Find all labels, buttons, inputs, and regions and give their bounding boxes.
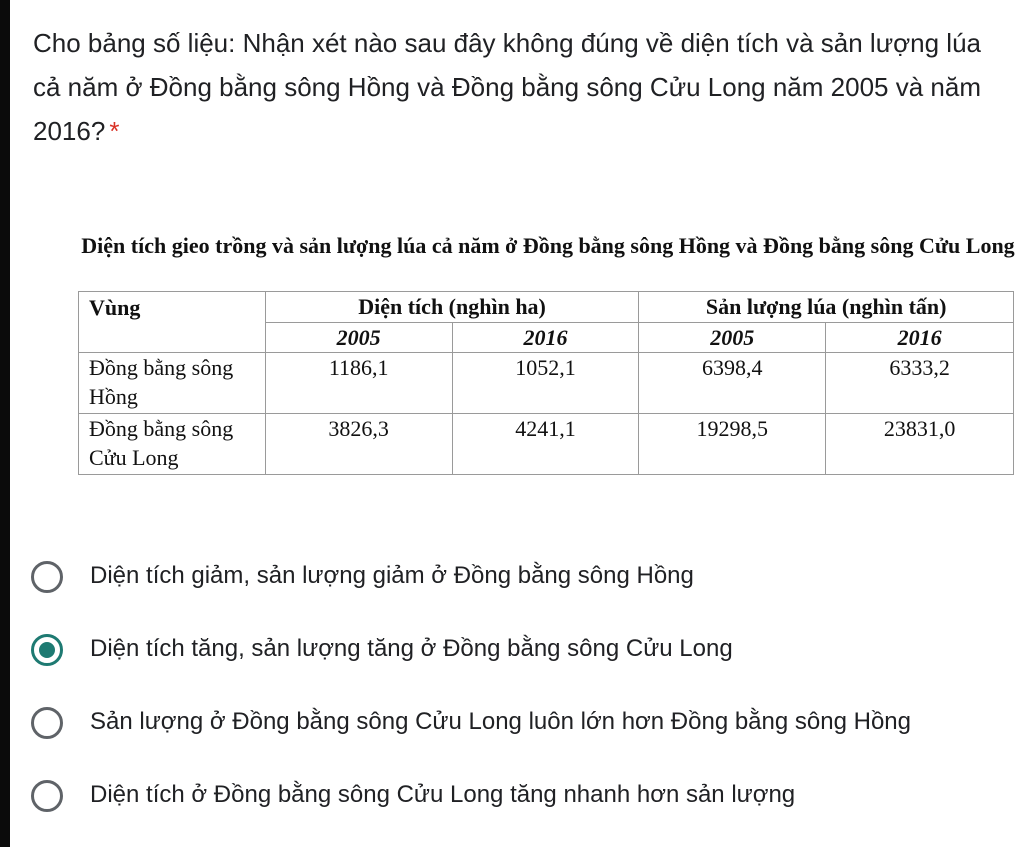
option-1[interactable]: [31, 556, 911, 629]
header-year: 2005: [265, 323, 452, 353]
header-year: 2005: [639, 323, 826, 353]
option-label[interactable]: Diện tích giảm, sản lượng giảm ở Đồng bằng sông Hồng: [90, 562, 694, 589]
value-cell: 1186,1: [265, 353, 452, 414]
required-asterisk: *: [109, 116, 120, 146]
region-cell: Đồng bằng sông Cửu Long: [79, 414, 266, 475]
table-title: Diện tích gieo trồng và sản lượng lúa cả năm ở Đồng bằng sông Hồng và Đồng bằng sông Cửu Long: [81, 233, 1015, 258]
option-label[interactable]: Diện tích tăng, sản lượng tăng ở Đồng bằng sông Cửu Long: [90, 635, 733, 662]
radio-dot-icon: [39, 642, 55, 658]
radio-button[interactable]: [31, 780, 63, 812]
value-cell: 6398,4: [639, 353, 826, 414]
radio-button[interactable]: [31, 634, 63, 666]
option-3[interactable]: [31, 702, 911, 775]
question-text: Cho bảng số liệu: Nhận xét nào sau đây không đúng về diện tích và sản lượng lúa cả năm ở Đồng bằng sông Hồng và Đồng bằng sông Cửu Long năm 2005 và năm 2016?: [33, 28, 981, 146]
left-edge-bar: [0, 0, 10, 847]
header-year: 2016: [826, 323, 1014, 353]
radio-button[interactable]: [31, 561, 63, 593]
header-region: Vùng: [79, 292, 266, 353]
answer-options: [31, 556, 911, 848]
data-table: [78, 291, 1014, 475]
option-label[interactable]: Sản lượng ở Đồng bằng sông Cửu Long luôn lớn hơn Đồng bằng sông Hồng: [90, 708, 911, 735]
region-cell: Đồng bằng sông Hồng: [79, 353, 266, 414]
value-cell: 19298,5: [639, 414, 826, 475]
option-label[interactable]: Diện tích ở Đồng bằng sông Cửu Long tăng nhanh hơn sản lượng: [90, 781, 796, 808]
header-output: Sản lượng lúa (nghìn tấn): [639, 292, 1014, 323]
option-2[interactable]: [31, 629, 911, 702]
value-cell: 23831,0: [826, 414, 1014, 475]
table-row: [79, 414, 1014, 475]
header-area: Diện tích (nghìn ha): [265, 292, 639, 323]
header-year: 2016: [452, 323, 639, 353]
question-title: [33, 21, 1008, 153]
option-4[interactable]: [31, 775, 911, 848]
table-header-row: [79, 292, 1014, 323]
value-cell: 3826,3: [265, 414, 452, 475]
value-cell: 1052,1: [452, 353, 639, 414]
value-cell: 4241,1: [452, 414, 639, 475]
table-row: [79, 353, 1014, 414]
value-cell: 6333,2: [826, 353, 1014, 414]
radio-button[interactable]: [31, 707, 63, 739]
